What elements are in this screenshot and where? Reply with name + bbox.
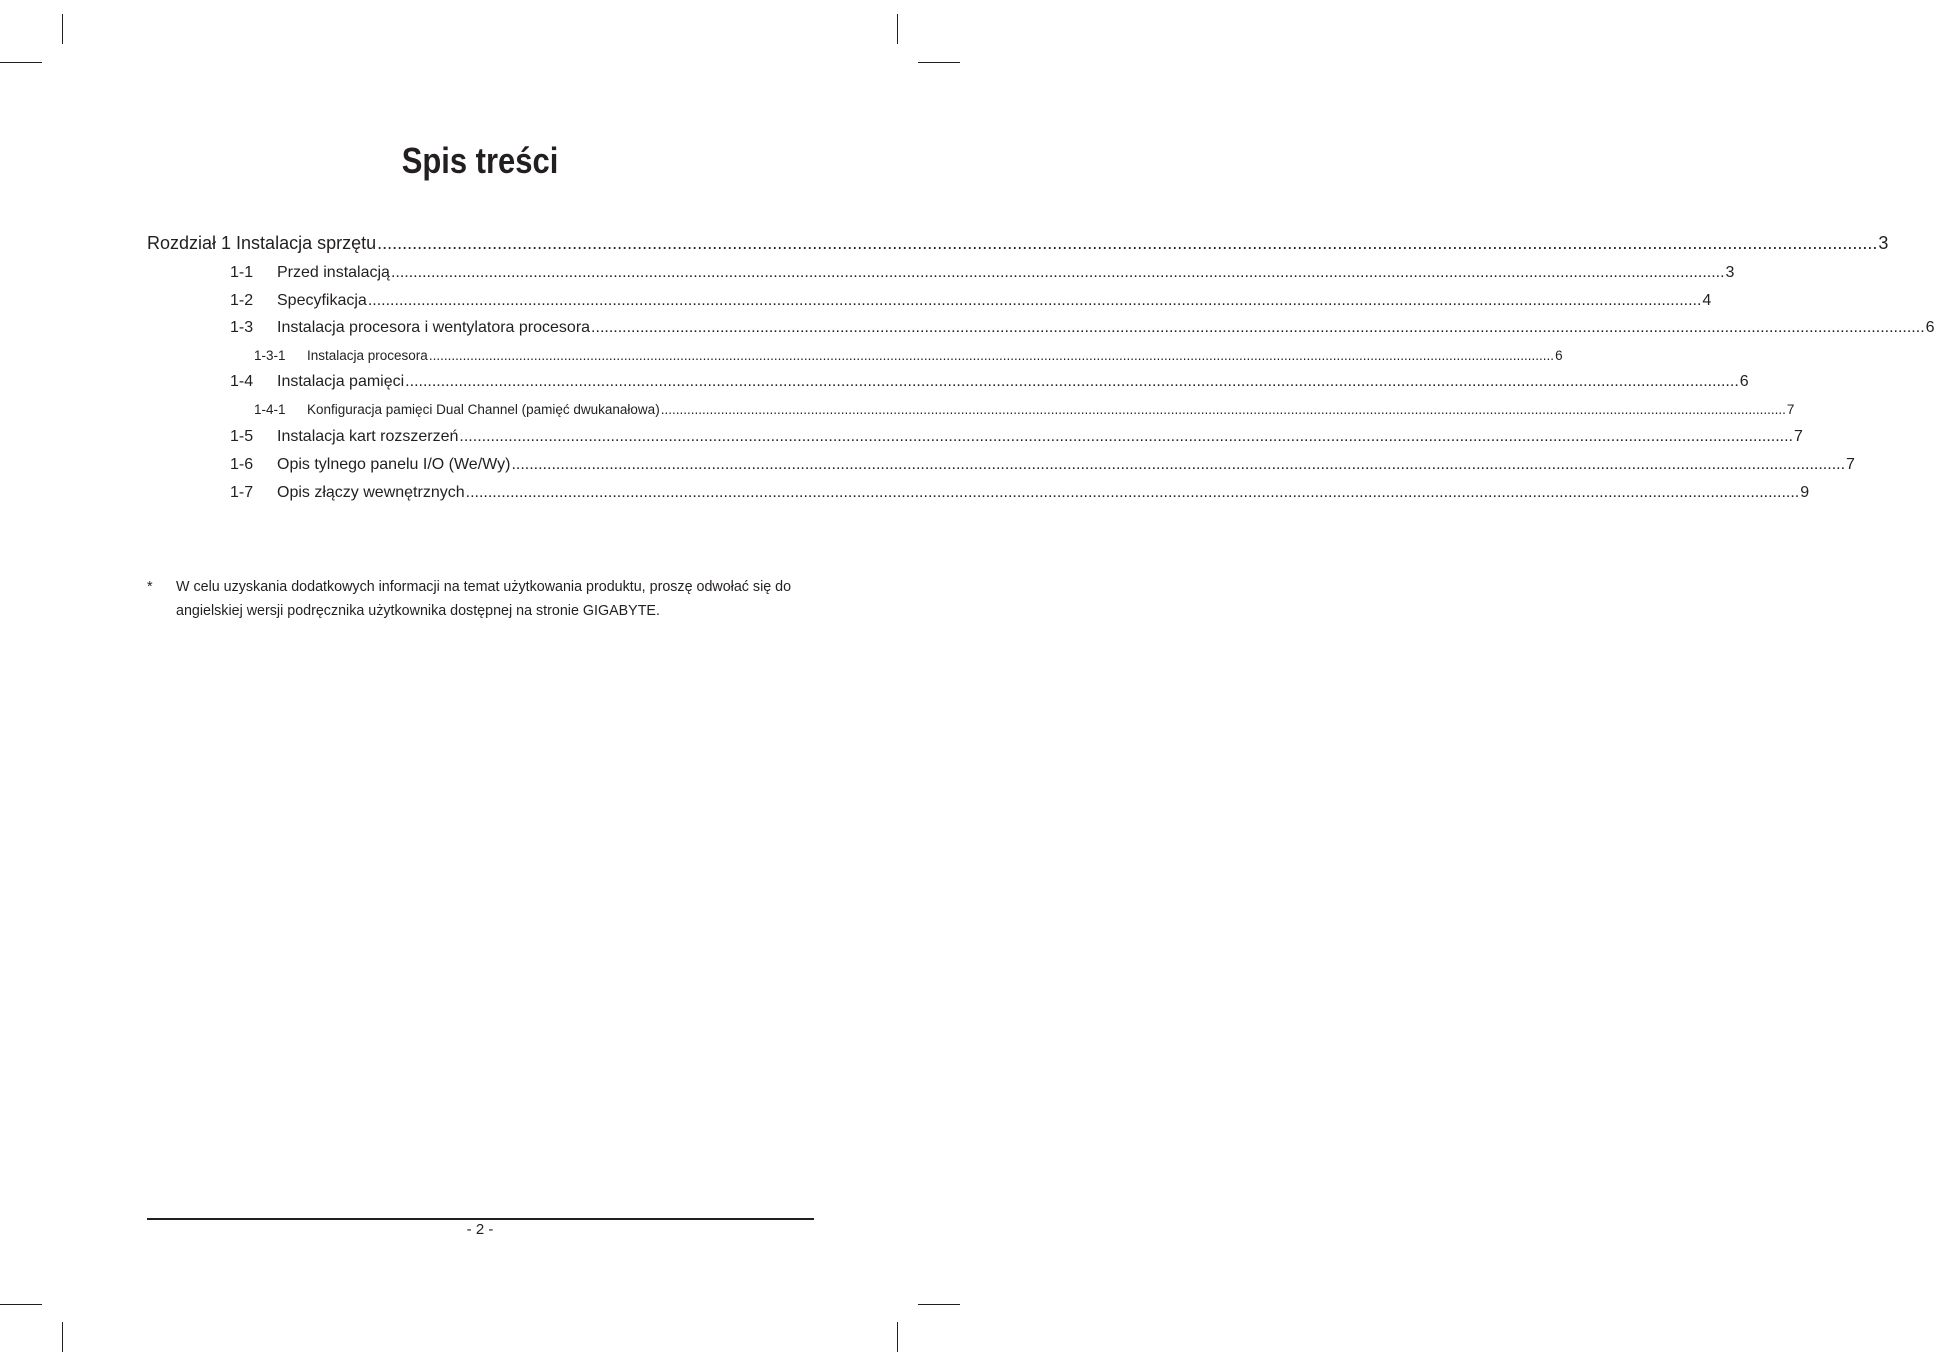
toc-entry-page: 6 [1739,373,1749,390]
toc-entry-number: 1-3 [230,319,254,336]
crop-mark [62,1322,63,1352]
toc-entry-text: Instalacja kart rozszerzeń [277,428,459,445]
toc-subentry[interactable] [254,348,1563,363]
toc-entry[interactable] [230,264,1735,282]
toc-entry-number: 1-3-1 [254,348,286,363]
toc-entry-text: Instalacja pamięci [277,373,405,390]
crop-mark [897,1322,898,1352]
footnote-marker: * [147,579,153,595]
toc-entry-number: 1-6 [230,456,254,473]
toc-entry[interactable] [230,428,1803,446]
toc-entry-number: 1-5 [230,428,254,445]
toc-entry-page: 4 [1702,292,1712,309]
crop-mark [62,14,63,44]
toc-entry-number: 1-2 [230,292,254,309]
crop-mark [897,14,898,44]
page-number: - 2 - [466,1221,494,1238]
toc-entry-text: Specyfikacja [277,292,367,309]
toc-entry[interactable] [230,373,1749,391]
crop-mark [0,1304,42,1305]
toc-leader: ............................................................................................................................................................................................................................................................................................................ [428,348,1555,363]
toc-leader: ............................................................................................................................................................................................................................................................................................................ [405,373,1739,390]
toc-subentry[interactable] [254,402,1795,417]
toc-entry-number: 1-4-1 [254,402,286,417]
toc-entry[interactable] [230,484,1810,502]
toc-entry-text: Rozdział 1 Instalacja sprzętu [147,233,377,253]
footer-rule [147,1218,814,1220]
toc-leader: ............................................................................................................................................................................................................................................................................................................ [459,428,1793,445]
toc-leader: ............................................................................................................................................................................................................................................................................................................ [390,264,1725,281]
toc-entry-text: Przed instalacją [277,264,390,281]
toc-entry-number: 1-1 [230,264,254,281]
toc-entry-page: 3 [1878,233,1889,253]
toc-leader: ............................................................................................................................................................................................................................................................................................................ [367,292,1702,309]
toc-entry-text: Konfiguracja pamięci Dual Channel (pamięć dwukanałowa) [307,402,660,417]
toc-entry[interactable] [230,292,1712,310]
toc-entry-number: 1-4 [230,373,254,390]
toc-leader: ............................................................................................................................................................................................................................................................................................................ [511,456,1846,473]
toc-entry-page: 7 [1846,456,1855,473]
footnote [147,575,815,623]
crop-mark [918,1304,960,1305]
toc-entry-page: 9 [1800,484,1810,501]
toc-leader: ............................................................................................................................................................................................................................................................................................................ [377,233,1878,253]
toc-entry-text: Opis złączy wewnętrznych [277,484,465,501]
page-title: Spis treści [401,140,559,181]
toc-entry[interactable] [230,456,1855,474]
toc-entry-page: 3 [1725,264,1735,281]
toc-entry[interactable] [230,319,1935,337]
toc-entry-page: 6 [1925,319,1935,336]
toc-leader: ............................................................................................................................................................................................................................................................................................................ [591,319,1925,336]
toc-leader: ............................................................................................................................................................................................................................................................................................................ [465,484,1800,501]
toc-entry-text: Opis tylnego panelu I/O (We/Wy) [277,456,511,473]
toc-leader: ............................................................................................................................................................................................................................................................................................................ [660,402,1786,417]
toc-entry-number: 1-7 [230,484,254,501]
toc-chapter[interactable] [147,233,1889,254]
toc-entry-text: Instalacja procesora i wentylatora procesora [277,319,591,336]
toc-entry-text: Instalacja procesora [307,348,428,363]
toc-entry-page: 7 [1794,428,1803,445]
toc-entry-page: 6 [1555,348,1563,363]
footnote-text: W celu uzyskania dodatkowych informacji na temat użytkowania produktu, proszę odwołać się do angielskiej wersji podręcznika użytkownika dostępnej na stronie GIGABYTE. [176,579,792,619]
toc-entry-page: 7 [1786,402,1795,417]
crop-mark [918,62,960,63]
crop-mark [0,62,42,63]
